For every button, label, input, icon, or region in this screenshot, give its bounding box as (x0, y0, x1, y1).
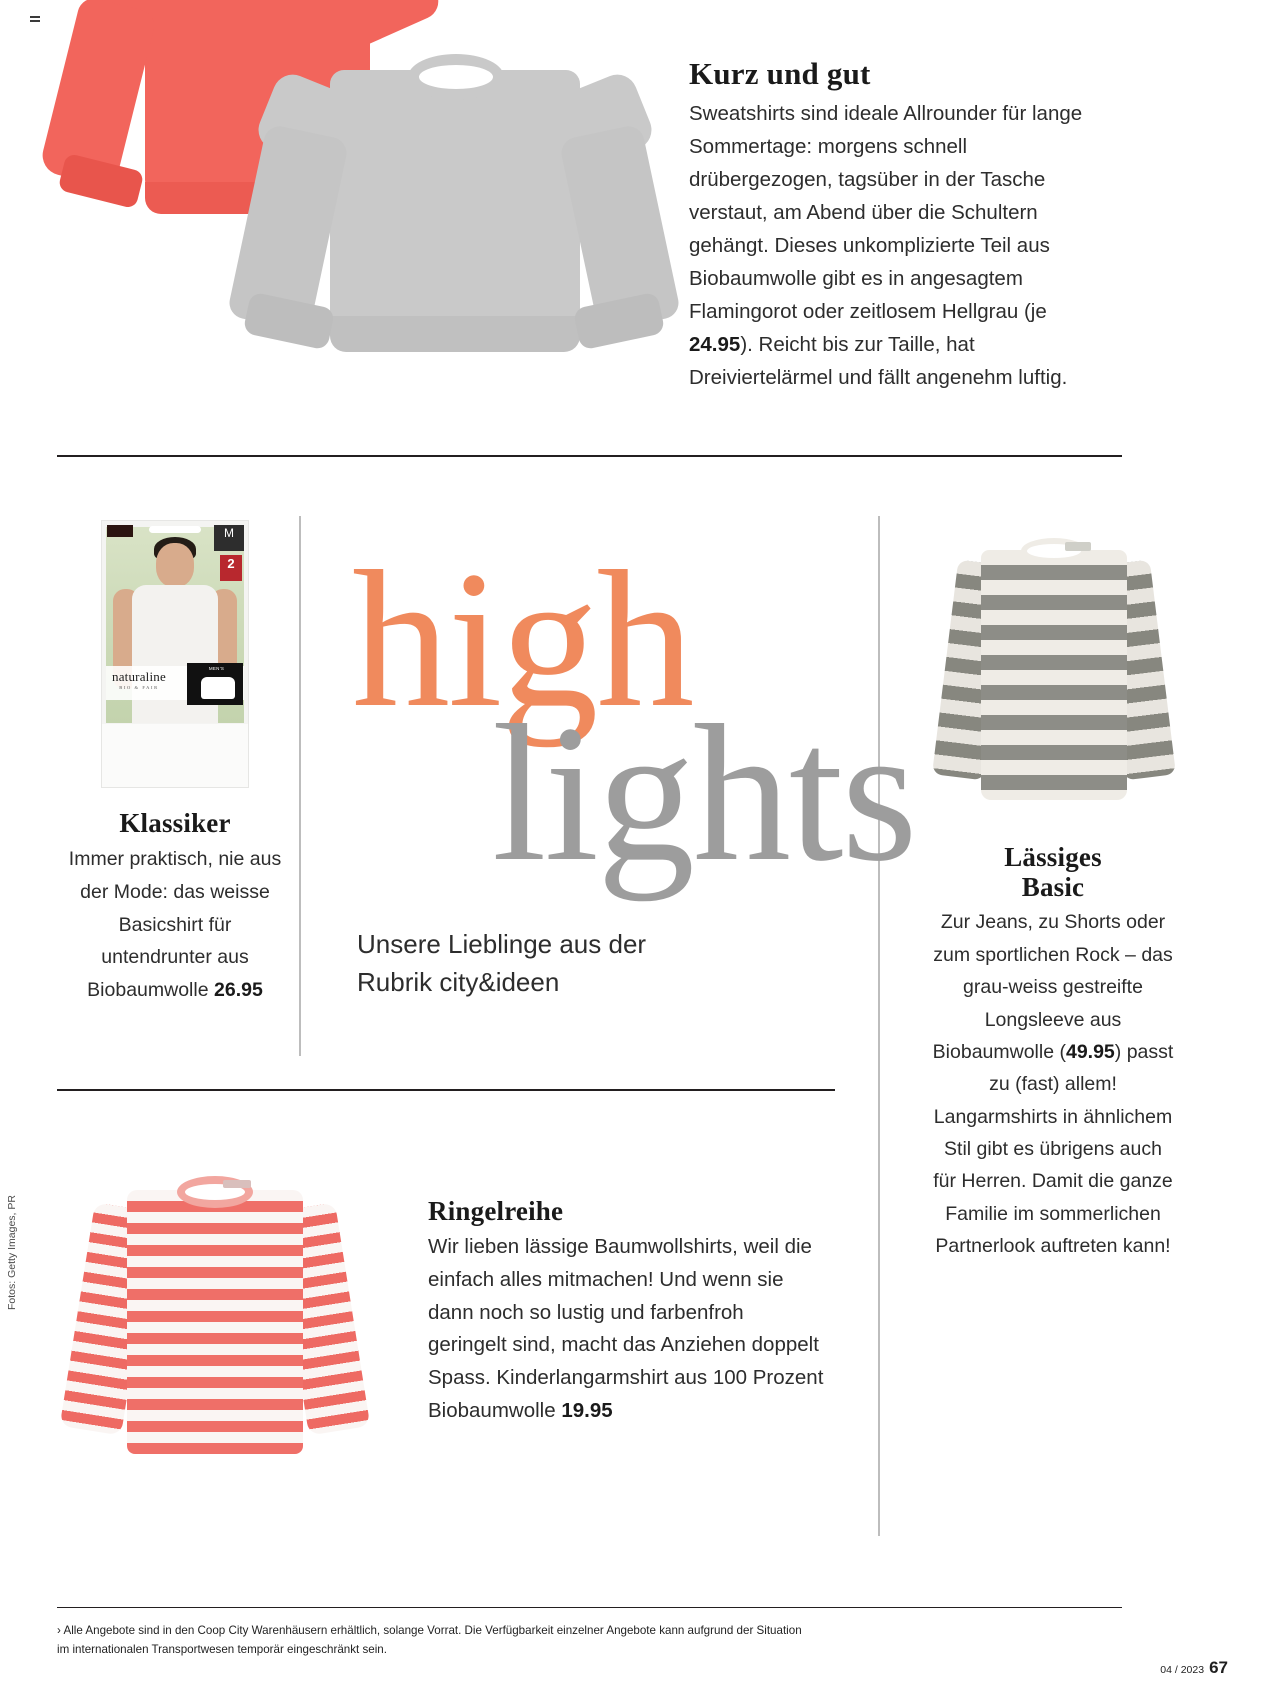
highlights-subtitle-line-1: Unsere Lieblinge aus der (357, 929, 647, 959)
left-column-heading: Klassiker (119, 808, 231, 838)
left-column-price: 26.95 (214, 979, 263, 1001)
bottom-feature-price: 19.95 (561, 1398, 613, 1422)
footer-meta (1160, 1658, 1228, 1678)
right-column-heading-line-1: Lässiges (1004, 842, 1102, 872)
page-number: 67 (1209, 1658, 1228, 1677)
right-column-heading-line-2: Basic (1021, 872, 1085, 903)
issue-label: 04 / 2023 (1160, 1664, 1205, 1676)
packshot-retailer-badge (107, 525, 133, 537)
basicshirt-packshot-image (101, 520, 249, 788)
right-column-price: 49.95 (1065, 1040, 1115, 1063)
packshot-product-tag (187, 663, 243, 705)
corner-registration-mark (30, 16, 40, 24)
packshot-product-tag-label: MEN'S (208, 666, 225, 671)
bottom-feature-body-text: Wir lieben lässige Baumwollshirts, weil die einfach alles mitmachen! Und wenn sie dann noch so lustig und farbenfroh geringelt sind, macht das Anziehen doppelt Spass. Kinderlangarmshirt aus 100 Prozent Biobaumwolle (428, 1235, 824, 1422)
top-feature-body (689, 97, 1101, 394)
packshot-size-badge: M (214, 525, 244, 551)
vertical-divider-left (299, 516, 301, 1056)
top-product-photo-group (40, 0, 660, 440)
bottom-feature-text (428, 1196, 828, 1428)
top-feature-price: 24.95 (689, 332, 741, 356)
highlights-wordmark (330, 528, 916, 928)
packshot-multipack-badge: 2 (220, 555, 242, 581)
divider-rule-bottom (57, 1607, 1122, 1608)
right-column-body-part-2: ) passt zu (fast) allem! Langarmshirts in ähnlichem Stil gibt es übrigens auch für Herren. Damit die ganze Familie im sommerlichen Partnerlook auftreten kann! (933, 1040, 1174, 1258)
striped-longsleeve-image (947, 528, 1159, 828)
photo-credit: Fotos: Getty Images, PR (6, 1195, 18, 1310)
sweatshirt-grey-image (240, 50, 670, 400)
highlights-word-high: high (352, 531, 693, 748)
vertical-divider-right (878, 516, 880, 1536)
bottom-feature-body (428, 1231, 828, 1428)
left-column-body (62, 843, 288, 1007)
right-column-heading (930, 842, 1176, 902)
bottom-feature-heading: Ringelreihe (428, 1196, 564, 1226)
chevron-right-icon: › (57, 1624, 61, 1637)
top-feature-body-part-1: Sweatshirts sind ideale Allrounder für lange Sommertage: morgens schnell drübergezogen, tagsüber in der Tasche verstaut, am Abend über die Schultern gehängt. Dieses unkomplizierte Teil aus Biobaumwolle gibt es in angesagtem Flamingorot oder zeitlosem Hellgrau (je (689, 101, 1083, 323)
footer-disclaimer (57, 1622, 817, 1659)
right-column (930, 528, 1176, 1262)
left-column (62, 520, 288, 1007)
packshot-brand-subline: BIO & FAIR (119, 685, 159, 690)
divider-rule-middle (57, 1089, 835, 1091)
right-column-body (930, 906, 1176, 1262)
kids-striped-shirt-image (75, 1150, 375, 1490)
top-feature-body-part-2: ). Reicht bis zur Taille, hat Dreiviertelärmel und fällt angenehm luftig. (689, 332, 1068, 389)
top-feature-text (689, 58, 1101, 394)
footer-disclaimer-text: Alle Angebote sind in den Coop City Warenhäusern erhältlich, solange Vorrat. Die Verfügbarkeit einzelner Angebote kann aufgrund der Situation im internationalen Transportwesen temporär eingeschränkt sein. (57, 1624, 802, 1656)
highlights-subtitle (357, 925, 787, 1001)
right-column-body-part-1: Zur Jeans, zu Shorts oder zum sportlichen Rock – das grau-weiss gestreifte Longsleeve aus Biobaumwolle ( (932, 911, 1173, 1063)
highlights-subtitle-line-2: Rubrik city&ideen (357, 967, 560, 998)
divider-rule-top (57, 455, 1122, 457)
top-feature-heading: Kurz und gut (689, 56, 871, 91)
highlights-word-lights: lights (492, 685, 916, 902)
packshot-brand-name: naturaline BIO & FAIR (112, 669, 166, 690)
left-column-body-text: Immer praktisch, nie aus der Mode: das weisse Basicshirt für untendrunter aus Biobaumwolle (68, 848, 282, 1001)
